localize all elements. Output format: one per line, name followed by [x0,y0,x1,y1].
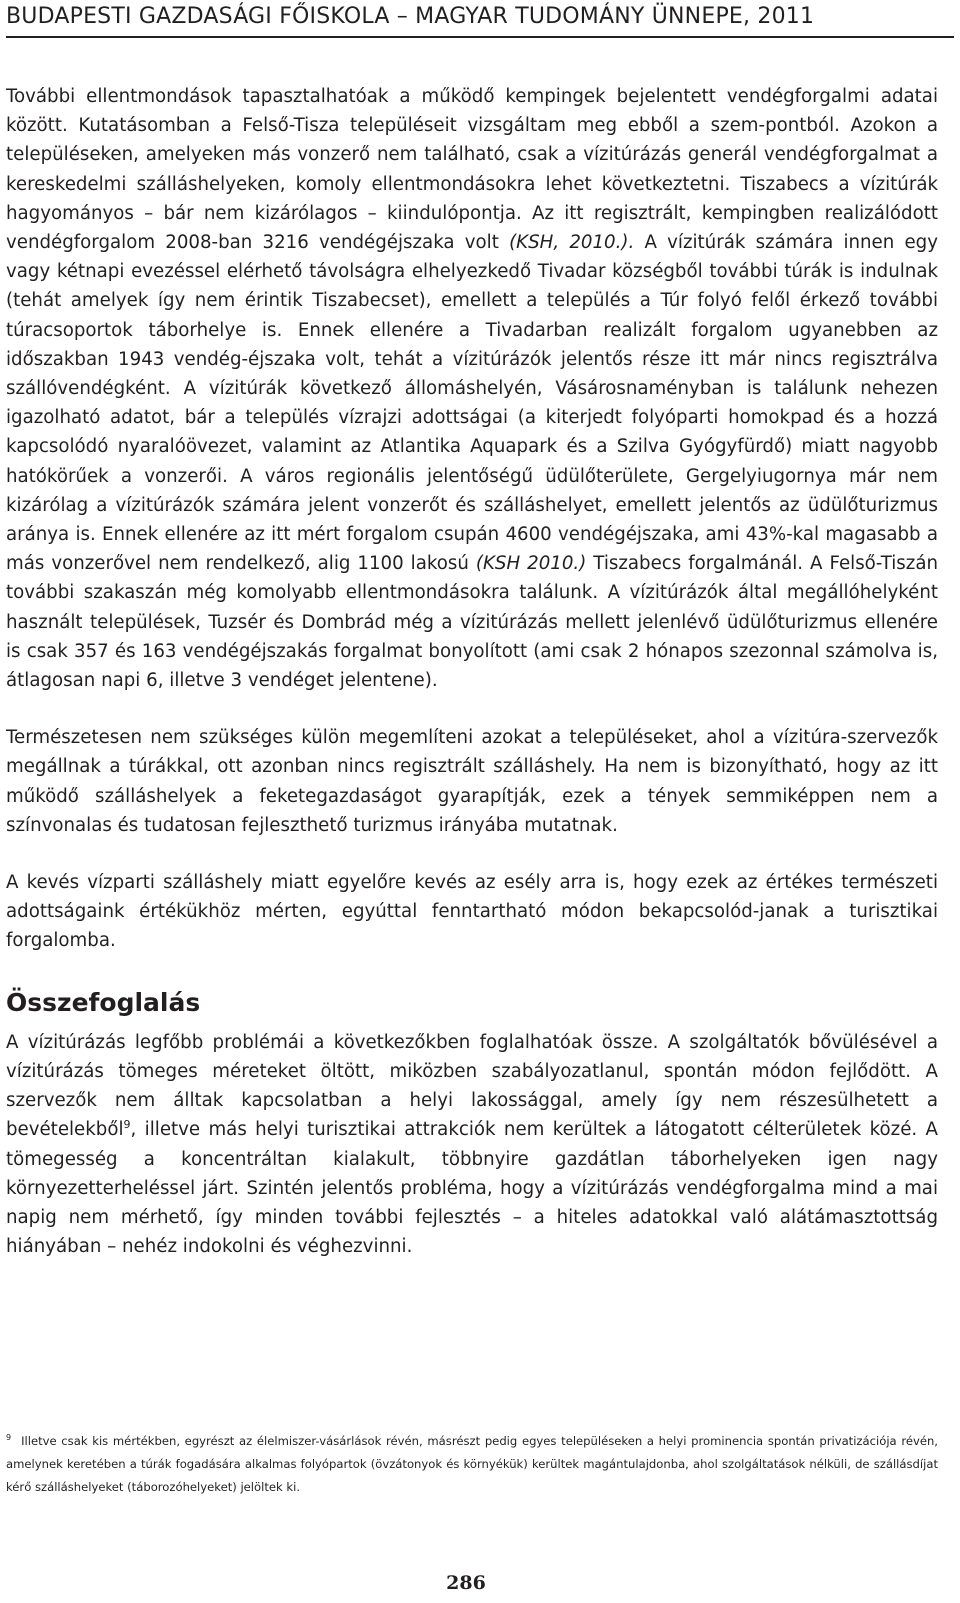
paragraph-text: További ellentmondások tapasztalhatóak a működő kempingek bejelentett vendégforgalmi adatai között. Kutatásomban a Felső-Tisza településeit vizsgáltam meg ebből a szem-pontból. Azokon a településeken, amelyeken más vonzerő nem található, csak a vízitúrázás generál vendégforgalmat a kereskedelmi szálláshelyeken, komoly ellentmondásokra lehet következtetni. Tiszabecs a vízitúrák hagyományos – bár nem kizárólagos – kiindulópontja. Az itt regisztrált, kempingben realizálódott vendégforgalom 2008-ban 3216 vendégéjszaka volt [6,86,938,254]
footnote-mark: 9 [6,1433,12,1442]
paragraph-osszefoglalas [6,1028,938,1262]
citation: (KSH, 2010.). [509,232,635,254]
footnote-reference: 9 [123,1118,131,1132]
paragraph-text: , illetve más helyi turisztikai attrakciók nem kerültek a látogatott célterületek közé. A tömegesség a koncentráltan kialakult, többnyire gazdátlan táborhelyeken igen nagy környezetterheléssel járt. Szintén jelentős probléma, hogy a vízitúrázás vendégforgalma mind a mai napig nem mérhető, így minden további fejlesztés – a hiteles adatokkal való alátámasztottság hiányában – nehéz indokolni és véghezvinni. [6,1119,938,1258]
paragraph-vizparti: A kevés vízparti szálláshely miatt egyelőre kevés az esély arra is, hogy ezek az értékes természeti adottságaink értékükhöz mérten, egyúttal fenntartható módon bekapcsolód-janak a turisztikai forgalomba. [6,872,938,952]
paragraph-text: A vízitúrázás legfőbb problémái a következőkben foglalhatóak össze. A szolgáltatók bővülésével a vízitúrázás tömeges méreteket öltött, miközben szabályozatlanul, spontán módon fejlődött. A szervezők nem álltak kapcsolatban a helyi lakossággal, amely így nem részesülhetett a bevételekből [6,1031,938,1141]
citation: (KSH 2010.) [475,553,587,575]
paragraph-text: A vízitúrák számára innen egy vagy kétnapi evezéssel elérhető távolságra elhelyezkedő Tivadar községből további túrák is indulnak (tehát amelyek így nem érintik Tiszabecset), emellett a település a Túr folyó felől érkező további túracsoportok táborhelye is. Ennek ellenére a Tivadarban realizált forgalom ugyanebben az időszakban 1943 vendég-éjszaka volt, tehát a vízitúrázók jelentős része itt már nincs regisztrálva szállóvendégként. A vízitúrák következő állomáshelyén, Vásárosnaményban is találunk nehezen igazolható adatot, bár a település vízrajzi adottságai (a kiterjedt folyóparti homokpad és a hozzá kapcsolódó nyaralóövezet, valamint az Atlantika Aquapark és a Szilva Gyógyfürdő) miatt nagyobb hatókörűek a vonzerői. A város regionális jelentőségű üdülőterülete, Gergelyiugornya már nem kizárólag a vízitúrázók számára jelent vonzerőt és szálláshelyet, emellett jelentős az üdülőturizmus aránya is. Ennek ellenére az itt mért forgalom csupán 4600 vendégéjszaka, ami 43%-kal magasabb a más vonzerővel nem rendelkező, alig 1100 lakosú [6,232,938,575]
section-heading: Összefoglalás [6,987,201,1017]
paragraph-text: Tiszabecs forgalmánál. A Felső-Tiszán további szakaszán még komolyabb ellentmondásokra találunk. A vízitúrázók által megállóhelyként használt települések, Tuzsér és Dombrád még a vízitúrázás mellett jelenlévő üdülőturizmus ellenére is csak 357 és 163 vendégéjszakás forgalmat bonyolított (ami csak 2 hónapos szezonnal számolva is, átlagosan napi 6, illetve 3 vendéget jelentene). [6,553,938,692]
footnote [6,1426,938,1499]
paragraph-szervezok: Természetesen nem szükséges külön megemlíteni azokat a településeket, ahol a vízitúra-szervezők megállnak a túrákkal, ott azonban nincs regisztrált szálláshely. Ha nem is bizonyítható, hogy az itt működő szálláshelyek a feketegazdaságot gyarapítják, ezek a tények semmiképpen nem a színvonalas és tudatosan fejleszthető turizmus irányába mutatnak. [6,727,938,836]
footnote-text: Illetve csak kis mértékben, egyrészt az élelmiszer-vásárlások révén, másrészt pedig egyes településeken a helyi prominencia spontán privatizációja révén, amelynek keretében a túrák fogadására alkalmas folyópartok (övzátonyok és környékük) kerültek magántulajdonba, ahol szolgáltatások nélküli, de szállásdíjat kérő szálláshelyeket (táborozóhelyeket) jelöltek ki. [6,1433,938,1494]
running-header: BUDAPESTI GAZDASÁGI FŐISKOLA – MAGYAR TUDOMÁNY ÜNNEPE, 2011 [6,4,954,38]
paragraph-kempingek [6,82,938,695]
page-number: 286 [446,1572,486,1594]
main-text [6,82,938,1261]
